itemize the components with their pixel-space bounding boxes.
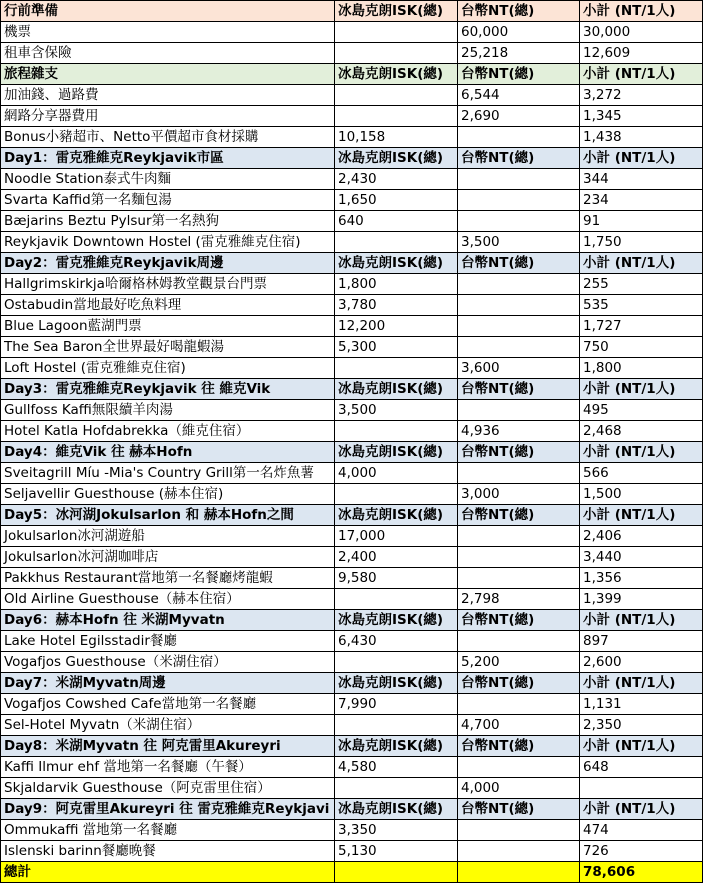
item-name: Bonus小豬超市、Netto平價超市食材採購 xyxy=(1,127,335,148)
per-person-cell: 91 xyxy=(580,211,703,232)
section-title: Day5：冰河湖Jokulsarlon 和 赫本Hofn之間 xyxy=(1,505,335,526)
table-row xyxy=(1,526,703,547)
isk-cell: 1,650 xyxy=(335,190,458,211)
nt-cell xyxy=(458,694,580,715)
column-header-per-person: 小計 (NT/1人) xyxy=(580,505,703,526)
per-person-cell: 1,750 xyxy=(580,232,703,253)
column-header-isk: 冰島克朗ISK(總) xyxy=(335,64,458,85)
isk-cell xyxy=(335,106,458,127)
table-row xyxy=(1,421,703,442)
nt-cell: 6,544 xyxy=(458,85,580,106)
isk-cell xyxy=(335,652,458,673)
table-row xyxy=(1,484,703,505)
item-name: The Sea Baron全世界最好喝龍蝦湯 xyxy=(1,337,335,358)
column-header-per-person: 小計 (NT/1人) xyxy=(580,736,703,757)
isk-cell: 12,200 xyxy=(335,316,458,337)
isk-cell: 640 xyxy=(335,211,458,232)
table-row xyxy=(1,757,703,778)
per-person-cell: 1,727 xyxy=(580,316,703,337)
item-name: Old Airline Guesthouse（赫本住宿） xyxy=(1,589,335,610)
nt-cell xyxy=(458,316,580,337)
table-row xyxy=(1,694,703,715)
column-header-isk: 冰島克朗ISK(總) xyxy=(335,442,458,463)
nt-cell xyxy=(458,526,580,547)
item-name: Hallgrimskirkja哈爾格林姆教堂觀景台門票 xyxy=(1,274,335,295)
isk-cell: 3,350 xyxy=(335,820,458,841)
per-person-cell: 2,468 xyxy=(580,421,703,442)
item-name: Pakkhus Restaurant當地第一名餐廳烤龍蝦 xyxy=(1,568,335,589)
table-row xyxy=(1,169,703,190)
item-name: Sveitagrill Míu -Mia's Country Grill第一名炸魚薯 xyxy=(1,463,335,484)
per-person-cell: 255 xyxy=(580,274,703,295)
section-title: Day2：雷克雅維克Reykjavik周邊 xyxy=(1,253,335,274)
nt-cell xyxy=(458,274,580,295)
section-title: 旅程雜支 xyxy=(1,64,335,85)
column-header-per-person: 小計 (NT/1人) xyxy=(580,610,703,631)
table-row xyxy=(1,274,703,295)
nt-cell: 60,000 xyxy=(458,22,580,43)
isk-cell xyxy=(335,715,458,736)
column-header-nt: 台幣NT(總) xyxy=(458,610,580,631)
column-header-nt: 台幣NT(總) xyxy=(458,64,580,85)
item-name: 網路分享器費用 xyxy=(1,106,335,127)
item-name: Kaffi Ilmur ehf 當地第一名餐廳（午餐） xyxy=(1,757,335,778)
table-row xyxy=(1,463,703,484)
item-name: Svarta Kaffid第一名麵包湯 xyxy=(1,190,335,211)
nt-cell: 4,000 xyxy=(458,778,580,799)
column-header-isk: 冰島克朗ISK(總) xyxy=(335,1,458,22)
nt-cell xyxy=(458,631,580,652)
total-label: 總計 xyxy=(1,862,335,883)
section-header-row xyxy=(1,64,703,85)
section-title: Day9：阿克雷里Akureyri 往 雷克雅維克Reykjavi xyxy=(1,799,335,820)
item-name: Reykjavik Downtown Hostel (雷克雅維克住宿) xyxy=(1,232,335,253)
isk-cell: 7,990 xyxy=(335,694,458,715)
item-name: Sel-Hotel Myvatn（米湖住宿） xyxy=(1,715,335,736)
isk-cell xyxy=(335,85,458,106)
column-header-per-person: 小計 (NT/1人) xyxy=(580,64,703,85)
isk-cell: 10,158 xyxy=(335,127,458,148)
item-name: Seljavellir Guesthouse (赫本住宿) xyxy=(1,484,335,505)
item-name: Jokulsarlon冰河湖咖啡店 xyxy=(1,547,335,568)
per-person-cell: 2,600 xyxy=(580,652,703,673)
column-header-isk: 冰島克朗ISK(總) xyxy=(335,505,458,526)
per-person-cell: 750 xyxy=(580,337,703,358)
nt-cell xyxy=(458,820,580,841)
per-person-cell: 1,438 xyxy=(580,127,703,148)
per-person-cell: 495 xyxy=(580,400,703,421)
per-person-cell xyxy=(580,778,703,799)
nt-cell: 2,690 xyxy=(458,106,580,127)
column-header-nt: 台幣NT(總) xyxy=(458,673,580,694)
isk-cell xyxy=(335,778,458,799)
budget-table-body xyxy=(1,1,703,883)
nt-cell: 3,500 xyxy=(458,232,580,253)
section-title: Day1：雷克雅維克Reykjavik市區 xyxy=(1,148,335,169)
column-header-nt: 台幣NT(總) xyxy=(458,442,580,463)
nt-cell: 5,200 xyxy=(458,652,580,673)
per-person-cell: 1,131 xyxy=(580,694,703,715)
column-header-nt: 台幣NT(總) xyxy=(458,736,580,757)
table-row xyxy=(1,358,703,379)
per-person-cell: 2,406 xyxy=(580,526,703,547)
total-nt xyxy=(458,862,580,883)
item-name: Skjaldarvik Guesthouse（阿克雷里住宿） xyxy=(1,778,335,799)
table-row xyxy=(1,820,703,841)
nt-cell xyxy=(458,295,580,316)
nt-cell: 4,936 xyxy=(458,421,580,442)
nt-cell: 3,600 xyxy=(458,358,580,379)
nt-cell: 2,798 xyxy=(458,589,580,610)
nt-cell: 25,218 xyxy=(458,43,580,64)
column-header-nt: 台幣NT(總) xyxy=(458,505,580,526)
per-person-cell: 30,000 xyxy=(580,22,703,43)
nt-cell xyxy=(458,757,580,778)
per-person-cell: 1,500 xyxy=(580,484,703,505)
isk-cell xyxy=(335,232,458,253)
per-person-cell: 1,399 xyxy=(580,589,703,610)
section-header-row xyxy=(1,253,703,274)
nt-cell xyxy=(458,211,580,232)
isk-cell xyxy=(335,484,458,505)
per-person-cell: 1,345 xyxy=(580,106,703,127)
per-person-cell: 12,609 xyxy=(580,43,703,64)
section-header-row xyxy=(1,799,703,820)
total-isk xyxy=(335,862,458,883)
table-row xyxy=(1,232,703,253)
isk-cell: 3,500 xyxy=(335,400,458,421)
isk-cell: 9,580 xyxy=(335,568,458,589)
isk-cell: 3,780 xyxy=(335,295,458,316)
column-header-nt: 台幣NT(總) xyxy=(458,148,580,169)
item-name: Islenski barinn餐廳晚餐 xyxy=(1,841,335,862)
column-header-isk: 冰島克朗ISK(總) xyxy=(335,610,458,631)
item-name: Blue Lagoon藍湖門票 xyxy=(1,316,335,337)
item-name: Lake Hotel Egilsstadir餐廳 xyxy=(1,631,335,652)
column-header-nt: 台幣NT(總) xyxy=(458,379,580,400)
section-title: Day3：雷克雅維克Reykjavik 往 維克Vik xyxy=(1,379,335,400)
table-row xyxy=(1,337,703,358)
column-header-isk: 冰島克朗ISK(總) xyxy=(335,673,458,694)
column-header-nt: 台幣NT(總) xyxy=(458,253,580,274)
nt-cell: 4,700 xyxy=(458,715,580,736)
column-header-per-person: 小計 (NT/1人) xyxy=(580,1,703,22)
table-row xyxy=(1,652,703,673)
table-row xyxy=(1,547,703,568)
column-header-per-person: 小計 (NT/1人) xyxy=(580,799,703,820)
per-person-cell: 897 xyxy=(580,631,703,652)
isk-cell: 5,300 xyxy=(335,337,458,358)
column-header-per-person: 小計 (NT/1人) xyxy=(580,673,703,694)
item-name: 租車含保險 xyxy=(1,43,335,64)
per-person-cell: 234 xyxy=(580,190,703,211)
per-person-cell: 726 xyxy=(580,841,703,862)
table-row xyxy=(1,400,703,421)
nt-cell xyxy=(458,400,580,421)
item-name: Ostabudin當地最好吃魚料理 xyxy=(1,295,335,316)
per-person-cell: 3,272 xyxy=(580,85,703,106)
isk-cell: 2,430 xyxy=(335,169,458,190)
section-header-row xyxy=(1,442,703,463)
column-header-isk: 冰島克朗ISK(總) xyxy=(335,799,458,820)
column-header-per-person: 小計 (NT/1人) xyxy=(580,442,703,463)
per-person-cell: 344 xyxy=(580,169,703,190)
nt-cell xyxy=(458,337,580,358)
per-person-cell: 535 xyxy=(580,295,703,316)
isk-cell: 4,580 xyxy=(335,757,458,778)
table-row xyxy=(1,715,703,736)
isk-cell xyxy=(335,22,458,43)
item-name: Loft Hostel (雷克雅維克住宿) xyxy=(1,358,335,379)
table-row xyxy=(1,190,703,211)
item-name: Gullfoss Kaffi無限續羊肉湯 xyxy=(1,400,335,421)
section-title: Day7：米湖Myvatn周邊 xyxy=(1,673,335,694)
section-title: 行前準備 xyxy=(1,1,335,22)
item-name: Vogafjos Cowshed Cafe當地第一名餐廳 xyxy=(1,694,335,715)
nt-cell xyxy=(458,190,580,211)
item-name: Jokulsarlon冰河湖遊船 xyxy=(1,526,335,547)
table-row xyxy=(1,211,703,232)
section-header-row xyxy=(1,736,703,757)
nt-cell xyxy=(458,463,580,484)
table-row xyxy=(1,106,703,127)
section-title: Day4：維克Vik 往 赫本Hofn xyxy=(1,442,335,463)
column-header-isk: 冰島克朗ISK(總) xyxy=(335,379,458,400)
isk-cell xyxy=(335,358,458,379)
column-header-isk: 冰島克朗ISK(總) xyxy=(335,148,458,169)
table-row xyxy=(1,43,703,64)
table-row xyxy=(1,778,703,799)
column-header-per-person: 小計 (NT/1人) xyxy=(580,253,703,274)
isk-cell: 5,130 xyxy=(335,841,458,862)
column-header-isk: 冰島克朗ISK(總) xyxy=(335,736,458,757)
table-row xyxy=(1,127,703,148)
isk-cell xyxy=(335,43,458,64)
item-name: Bæjarins Beztu Pylsur第一名熱狗 xyxy=(1,211,335,232)
table-row xyxy=(1,85,703,106)
column-header-per-person: 小計 (NT/1人) xyxy=(580,148,703,169)
per-person-cell: 2,350 xyxy=(580,715,703,736)
item-name: 機票 xyxy=(1,22,335,43)
table-row xyxy=(1,568,703,589)
total-per-person: 78,606 xyxy=(580,862,703,883)
item-name: Vogafjos Guesthouse（米湖住宿） xyxy=(1,652,335,673)
total-row xyxy=(1,862,703,883)
isk-cell: 1,800 xyxy=(335,274,458,295)
section-header-row xyxy=(1,610,703,631)
item-name: Ommukaffi 當地第一名餐廳 xyxy=(1,820,335,841)
table-row xyxy=(1,631,703,652)
column-header-per-person: 小計 (NT/1人) xyxy=(580,379,703,400)
nt-cell xyxy=(458,169,580,190)
table-row xyxy=(1,22,703,43)
isk-cell: 17,000 xyxy=(335,526,458,547)
item-name: Noodle Station泰式牛肉麵 xyxy=(1,169,335,190)
section-header-row xyxy=(1,1,703,22)
table-row xyxy=(1,316,703,337)
table-row xyxy=(1,295,703,316)
per-person-cell: 1,356 xyxy=(580,568,703,589)
section-title: Day6：赫本Hofn 往 米湖Myvatn xyxy=(1,610,335,631)
section-title: Day8：米湖Myvatn 往 阿克雷里Akureyri xyxy=(1,736,335,757)
item-name: Hotel Katla Hofdabrekka（維克住宿） xyxy=(1,421,335,442)
nt-cell: 3,000 xyxy=(458,484,580,505)
isk-cell xyxy=(335,421,458,442)
per-person-cell: 1,800 xyxy=(580,358,703,379)
column-header-isk: 冰島克朗ISK(總) xyxy=(335,253,458,274)
item-name: 加油錢、過路費 xyxy=(1,85,335,106)
nt-cell xyxy=(458,568,580,589)
section-header-row xyxy=(1,673,703,694)
section-header-row xyxy=(1,505,703,526)
nt-cell xyxy=(458,841,580,862)
section-header-row xyxy=(1,148,703,169)
isk-cell: 4,000 xyxy=(335,463,458,484)
section-header-row xyxy=(1,379,703,400)
nt-cell xyxy=(458,547,580,568)
per-person-cell: 3,440 xyxy=(580,547,703,568)
isk-cell: 6,430 xyxy=(335,631,458,652)
nt-cell xyxy=(458,127,580,148)
table-row xyxy=(1,841,703,862)
table-row xyxy=(1,589,703,610)
per-person-cell: 566 xyxy=(580,463,703,484)
isk-cell xyxy=(335,589,458,610)
isk-cell: 2,400 xyxy=(335,547,458,568)
column-header-nt: 台幣NT(總) xyxy=(458,799,580,820)
column-header-nt: 台幣NT(總) xyxy=(458,1,580,22)
per-person-cell: 474 xyxy=(580,820,703,841)
per-person-cell: 648 xyxy=(580,757,703,778)
